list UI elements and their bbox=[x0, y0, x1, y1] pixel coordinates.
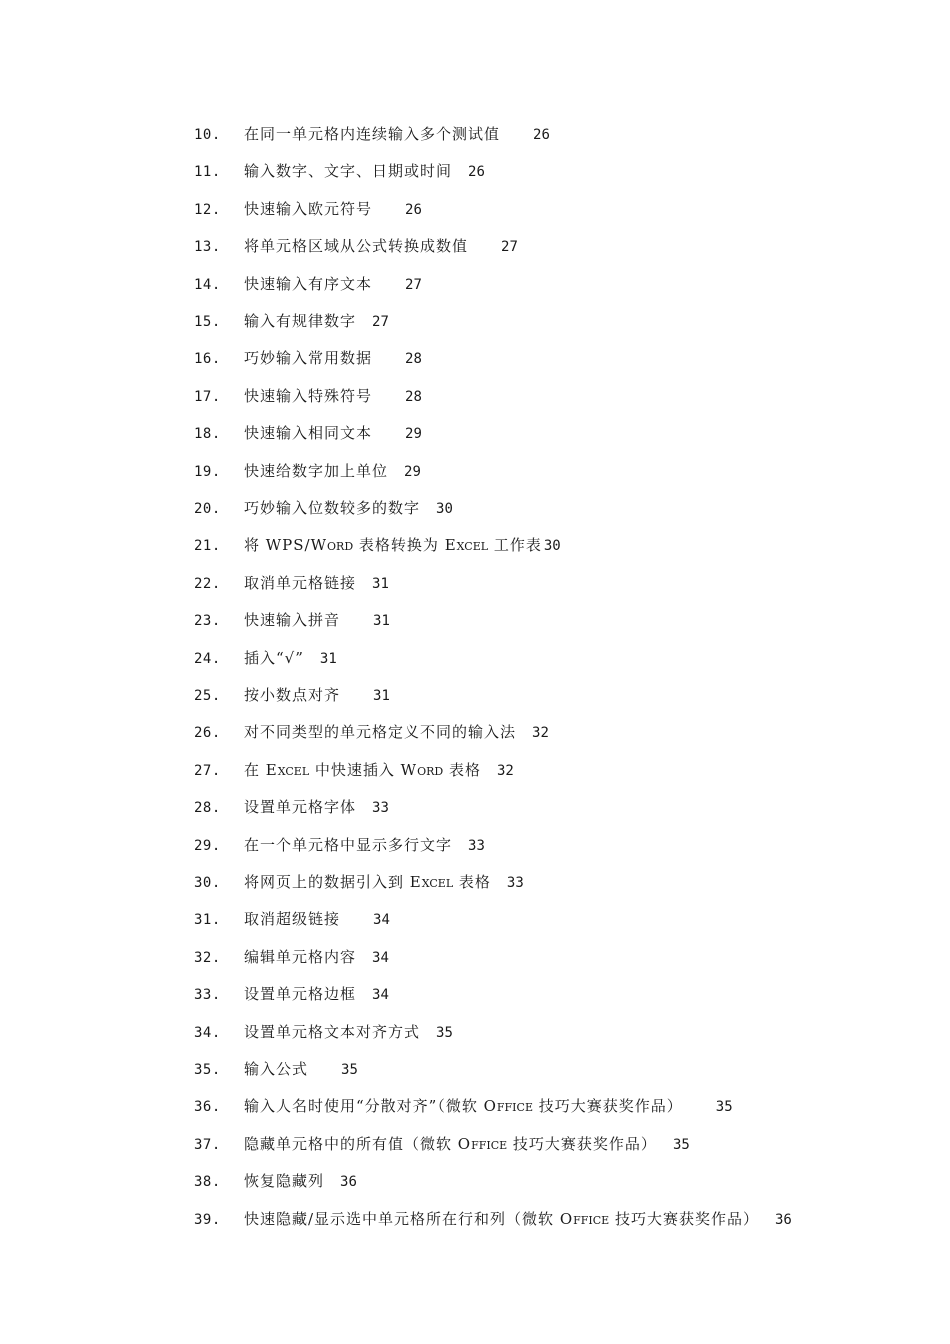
toc-entry-title: 取消超级链接 bbox=[244, 910, 341, 929]
toc-entry-title: 巧妙输入位数较多的数字 bbox=[244, 499, 421, 517]
toc-entry-title: 将网页上的数据引入到 EXCEL 表格 bbox=[244, 873, 491, 891]
toc-entry-number: 30. bbox=[194, 875, 221, 891]
toc-entry[interactable] bbox=[194, 384, 422, 408]
toc-entry[interactable] bbox=[194, 1169, 357, 1193]
toc-entry-page-number: 36 bbox=[774, 1211, 792, 1228]
toc-entry-number: 33. bbox=[194, 987, 221, 1004]
toc-entry[interactable] bbox=[194, 122, 550, 146]
toc-entry[interactable] bbox=[194, 945, 389, 969]
toc-entry-title: 快速输入拼音 bbox=[244, 611, 341, 630]
toc-entry-page-number: 35 bbox=[715, 1099, 733, 1116]
toc-entry-title: 快速输入有序文本 bbox=[244, 274, 373, 293]
toc-entry[interactable] bbox=[194, 982, 389, 1006]
toc-entry-title: 编辑单元格内容 bbox=[244, 947, 357, 966]
toc-entry[interactable] bbox=[194, 1057, 358, 1081]
toc-entry[interactable] bbox=[194, 421, 422, 445]
small-caps-word: EXCEL bbox=[265, 760, 310, 779]
toc-entry-page-number: 31 bbox=[319, 650, 337, 667]
toc-entry-number: 36. bbox=[194, 1099, 221, 1116]
toc-entry-number: 26. bbox=[194, 725, 221, 742]
toc-entry-page-number: 33 bbox=[468, 837, 485, 854]
toc-entry[interactable] bbox=[194, 159, 485, 183]
toc-entry-title: 插入“√” bbox=[244, 648, 304, 667]
toc-entry-title: 快速给数字加上单位 bbox=[244, 461, 389, 480]
toc-entry-number: 32. bbox=[194, 949, 221, 966]
toc-entry-page-number: 31 bbox=[373, 688, 390, 704]
toc-entry-page-number: 27 bbox=[405, 276, 422, 293]
toc-entry-title: 设置单元格边框 bbox=[244, 985, 357, 1004]
small-caps-word: EXCEL bbox=[444, 536, 489, 555]
toc-entry-title: 快速隐藏/显示选中单元格所在行和列（微软 OFFICE 技巧大赛获奖作品） bbox=[244, 1209, 759, 1228]
toc-entry[interactable] bbox=[194, 720, 549, 744]
toc-entry[interactable] bbox=[194, 571, 389, 595]
toc-entry[interactable] bbox=[194, 309, 389, 333]
toc-entry-title: 恢复隐藏列 bbox=[244, 1172, 325, 1191]
toc-entry-page-number: 28 bbox=[405, 351, 422, 368]
toc-entry-title: 设置单元格字体 bbox=[244, 798, 357, 817]
toc-entry[interactable] bbox=[194, 758, 514, 782]
toc-entry-number: 15. bbox=[194, 314, 221, 330]
toc-entry[interactable] bbox=[194, 346, 422, 370]
toc-entry[interactable] bbox=[194, 907, 390, 931]
toc-entry-title: 输入有规律数字 bbox=[244, 312, 357, 330]
toc-entry-page-number: 35 bbox=[436, 1024, 453, 1041]
toc-entry-page-number: 36 bbox=[340, 1174, 357, 1191]
toc-entry-number: 34. bbox=[194, 1024, 221, 1041]
small-caps-word: OFFICE bbox=[559, 1209, 610, 1228]
toc-entry-title: 将 WPS/WORD 表格转换为 EXCEL 工作表 bbox=[244, 536, 542, 555]
toc-entry-page-number: 34 bbox=[372, 987, 389, 1004]
toc-entry-page-number: 27 bbox=[372, 314, 389, 330]
toc-entry-number: 19. bbox=[194, 463, 221, 480]
toc-entry-number: 22. bbox=[194, 575, 221, 592]
toc-entry-title: 在一个单元格中显示多行文字 bbox=[244, 835, 453, 854]
toc-entry-title: 快速输入相同文本 bbox=[244, 424, 373, 443]
toc-entry-number: 31. bbox=[194, 912, 221, 929]
toc-entry-number: 14. bbox=[194, 276, 221, 293]
toc-entry[interactable] bbox=[194, 833, 485, 857]
toc-entry-title: 快速输入欧元符号 bbox=[244, 199, 373, 218]
toc-entry-page-number: 30 bbox=[543, 538, 561, 555]
toc-entry-title: 隐藏单元格中的所有值（微软 OFFICE 技巧大赛获奖作品） bbox=[244, 1134, 657, 1153]
toc-entry-title: 巧妙输入常用数据 bbox=[244, 349, 373, 368]
toc-entry-number: 18. bbox=[194, 426, 221, 443]
toc-entry[interactable] bbox=[194, 1207, 792, 1231]
toc-entry-title: 在 EXCEL 中快速插入 WORD 表格 bbox=[244, 760, 481, 779]
toc-entry-page-number: 32 bbox=[532, 725, 549, 742]
toc-entry[interactable] bbox=[194, 683, 390, 707]
toc-entry-page-number: 31 bbox=[373, 613, 390, 630]
toc-entry[interactable] bbox=[194, 870, 524, 894]
toc-entry-number: 10. bbox=[194, 127, 221, 143]
toc-entry[interactable] bbox=[194, 795, 389, 819]
toc-entry-title: 按小数点对齐 bbox=[244, 686, 341, 704]
toc-entry[interactable] bbox=[194, 459, 421, 483]
toc-entry[interactable] bbox=[194, 1094, 733, 1118]
toc-entry-page-number: 30 bbox=[436, 501, 453, 517]
toc-entry-title: 输入数字、文字、日期或时间 bbox=[244, 162, 453, 181]
toc-entry-page-number: 26 bbox=[533, 127, 550, 143]
toc-entry-title: 输入人名时使用“分散对齐”（微软 OFFICE 技巧大赛获奖作品） bbox=[244, 1097, 683, 1116]
toc-entry-page-number: 33 bbox=[372, 800, 389, 817]
toc-entry[interactable] bbox=[194, 646, 337, 670]
toc-entry-number: 13. bbox=[194, 239, 221, 256]
toc-entry[interactable] bbox=[194, 234, 518, 258]
toc-entry-number: 35. bbox=[194, 1062, 221, 1078]
toc-entry[interactable] bbox=[194, 608, 390, 632]
toc-entry-number: 27. bbox=[194, 762, 221, 779]
toc-entry[interactable] bbox=[194, 496, 453, 520]
toc-entry-title: 快速输入特殊符号 bbox=[244, 386, 373, 405]
toc-entry-title: 取消单元格链接 bbox=[244, 573, 357, 592]
toc-entry-page-number: 28 bbox=[405, 388, 422, 405]
small-caps-word: WORD bbox=[400, 760, 444, 779]
toc-entry-number: 21. bbox=[194, 538, 221, 555]
toc-entry-page-number: 34 bbox=[372, 949, 389, 966]
toc-entry-number: 24. bbox=[194, 650, 221, 667]
toc-entry-number: 39. bbox=[194, 1211, 221, 1228]
toc-entry-page-number: 26 bbox=[468, 164, 485, 181]
toc-entry-page-number: 31 bbox=[372, 575, 389, 592]
toc-entry-page-number: 26 bbox=[405, 201, 422, 218]
toc-entry-number: 28. bbox=[194, 800, 221, 817]
toc-entry-number: 20. bbox=[194, 501, 221, 517]
toc-entry-page-number: 32 bbox=[497, 762, 514, 779]
toc-entry-number: 38. bbox=[194, 1174, 221, 1191]
small-caps-word: WORD bbox=[310, 536, 354, 555]
toc-entry-number: 29. bbox=[194, 837, 221, 854]
toc-entry[interactable] bbox=[194, 272, 422, 296]
toc-entry-page-number: 35 bbox=[341, 1062, 358, 1078]
toc-entry-title: 在同一单元格内连续输入多个测试值 bbox=[244, 125, 501, 143]
toc-entry[interactable] bbox=[194, 533, 561, 557]
toc-entry-title: 将单元格区域从公式转换成数值 bbox=[244, 237, 469, 256]
toc-entry-number: 11. bbox=[194, 164, 221, 181]
small-caps-word: OFFICE bbox=[483, 1097, 533, 1116]
toc-entry[interactable] bbox=[194, 1132, 690, 1156]
toc-entry-page-number: 27 bbox=[501, 239, 518, 256]
toc-entry-page-number: 35 bbox=[672, 1136, 690, 1153]
toc-entry-title: 对不同类型的单元格定义不同的输入法 bbox=[244, 723, 517, 742]
toc-entry-number: 23. bbox=[194, 613, 221, 630]
toc-entry-page-number: 33 bbox=[506, 875, 524, 891]
toc-entry-number: 37. bbox=[194, 1136, 221, 1153]
small-caps-word: EXCEL bbox=[409, 873, 454, 891]
toc-entry[interactable] bbox=[194, 197, 422, 221]
toc-entry-number: 12. bbox=[194, 201, 221, 218]
toc-entry-number: 25. bbox=[194, 688, 221, 704]
small-caps-word: OFFICE bbox=[457, 1134, 508, 1153]
toc-entry-page-number: 29 bbox=[405, 426, 422, 443]
toc-entry-page-number: 29 bbox=[404, 463, 421, 480]
toc-entry-number: 17. bbox=[194, 388, 221, 405]
toc-entry-title: 设置单元格文本对齐方式 bbox=[244, 1022, 421, 1041]
toc-entry-title: 输入公式 bbox=[244, 1060, 309, 1078]
toc-entry[interactable] bbox=[194, 1020, 453, 1044]
toc-entry-page-number: 34 bbox=[373, 912, 390, 929]
toc-entry-number: 16. bbox=[194, 351, 221, 368]
